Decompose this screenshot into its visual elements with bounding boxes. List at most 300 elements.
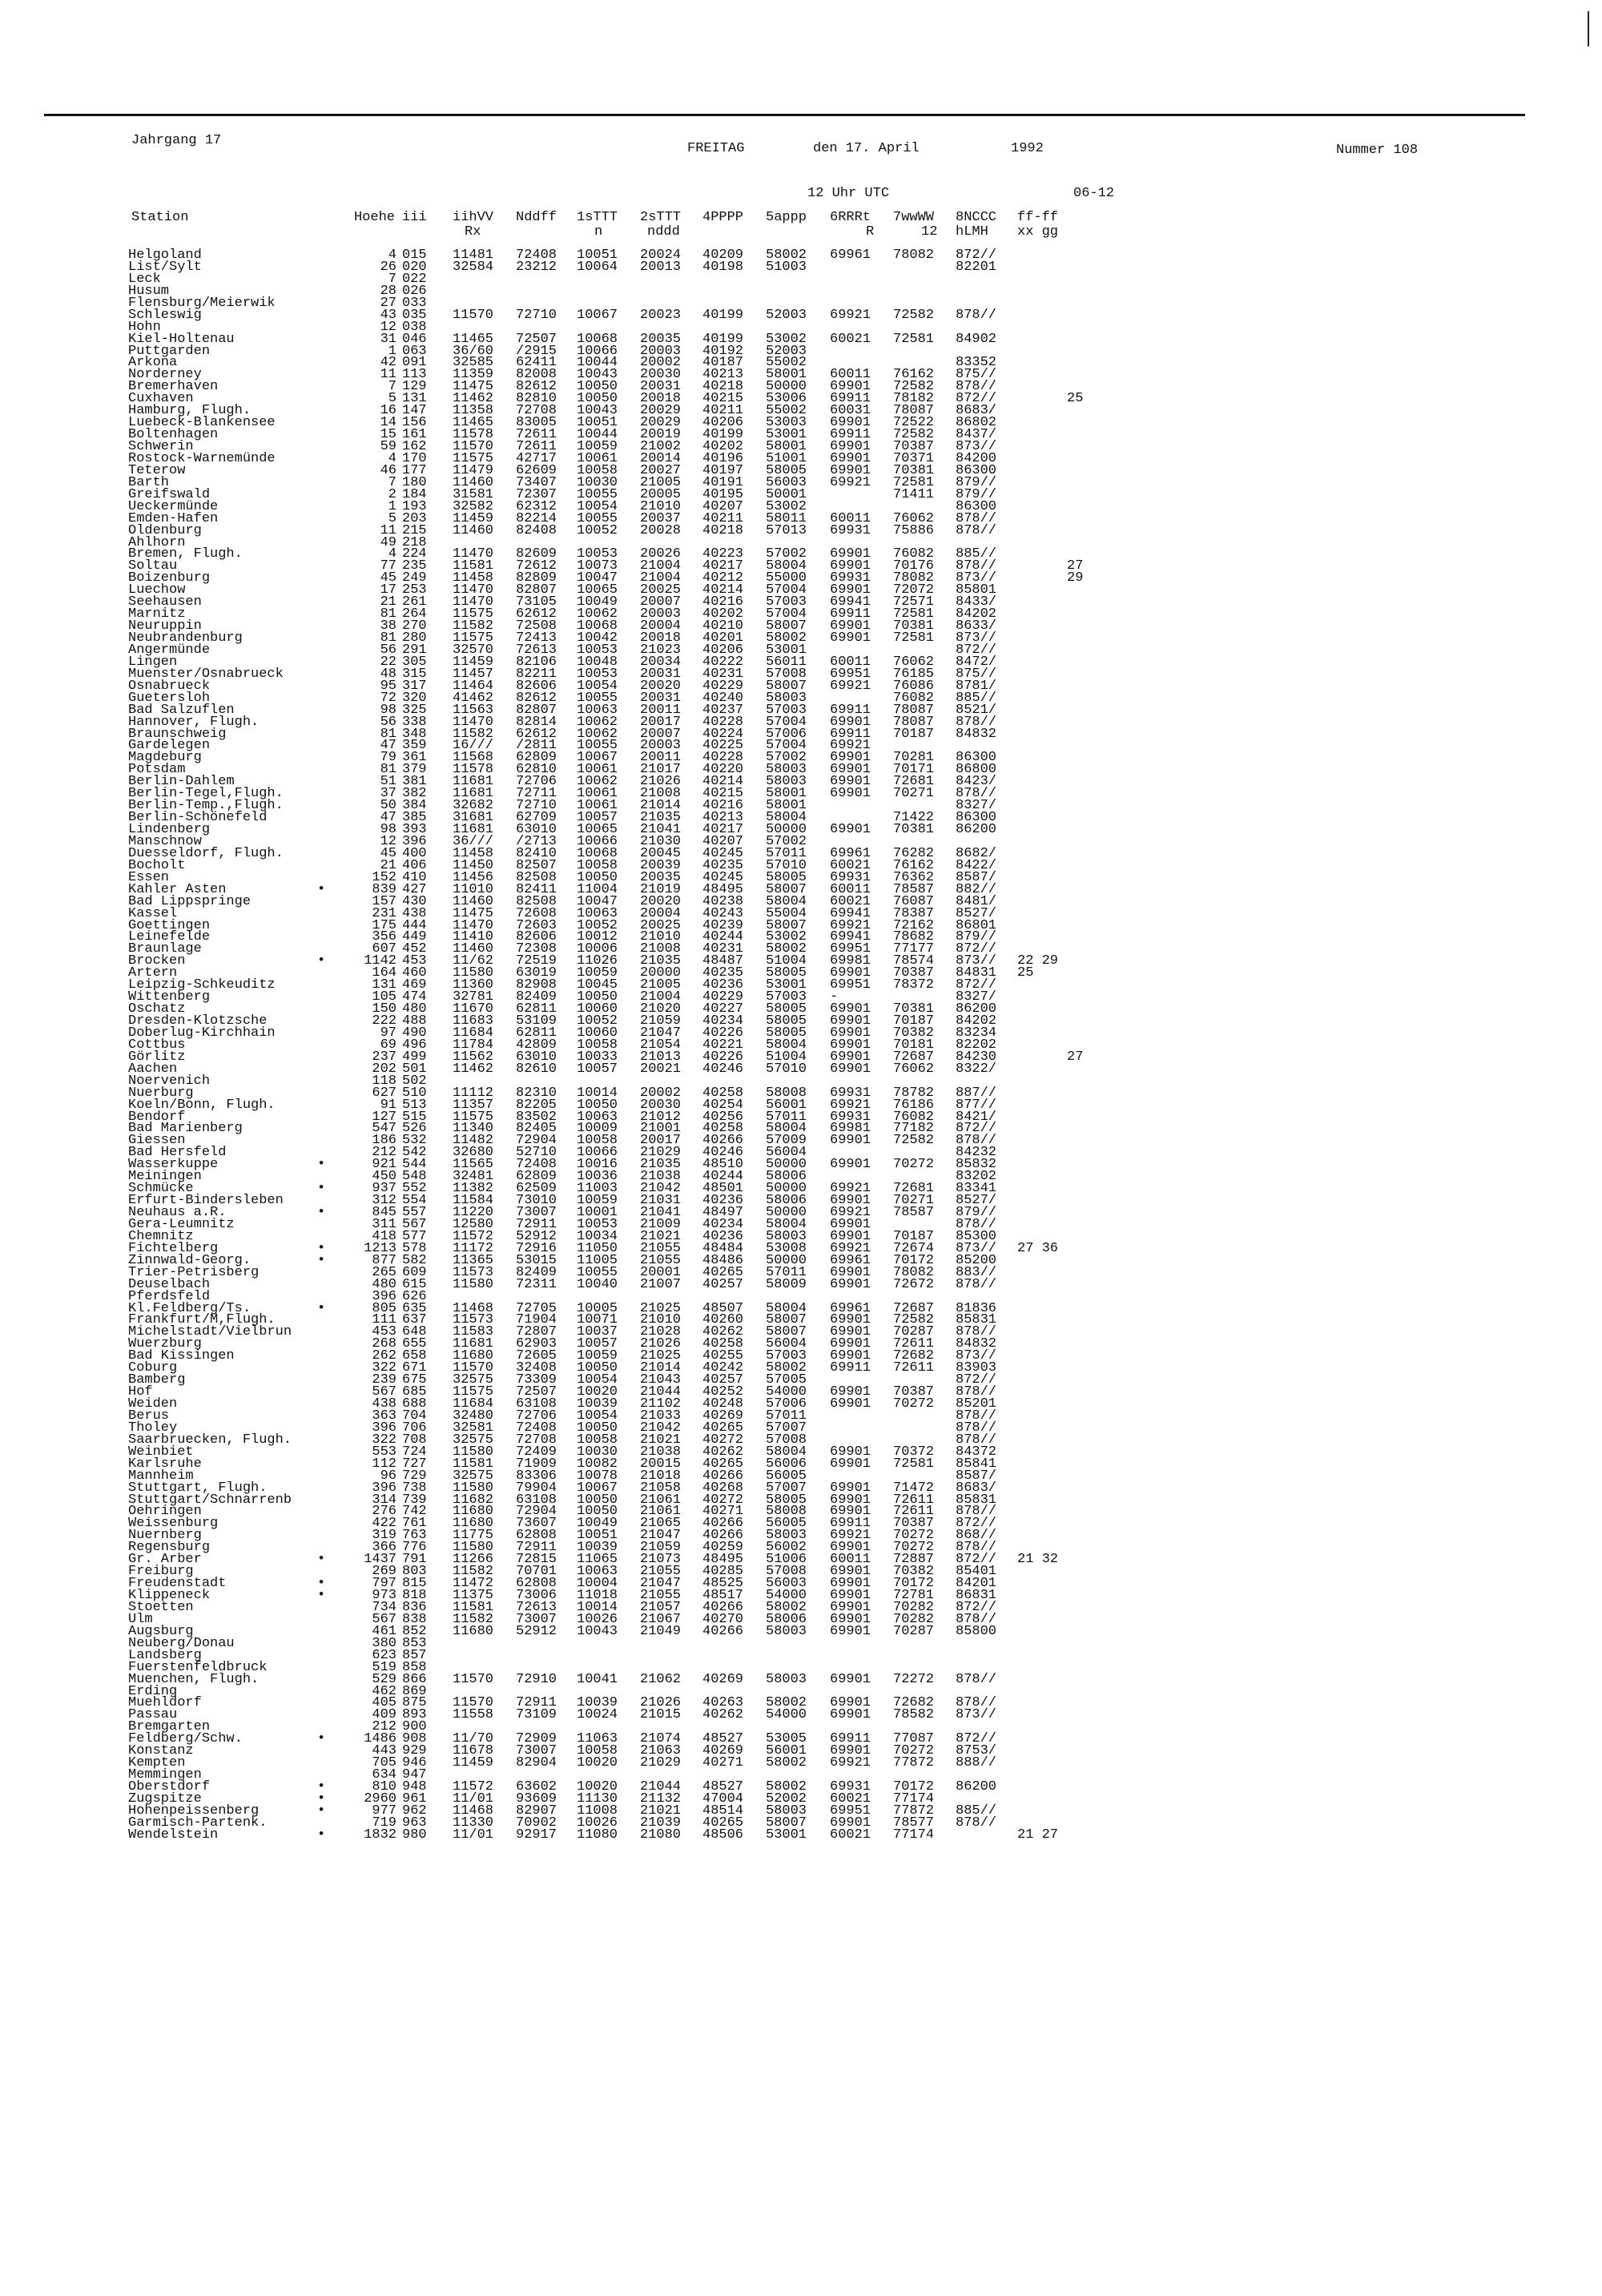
station-index: 708 [402, 1432, 427, 1448]
group-8: 72682 [893, 1695, 935, 1711]
station-height: 810 [372, 1779, 396, 1795]
group-2: 72612 [516, 558, 557, 574]
group-5: 40245 [702, 845, 744, 861]
group-1: 11575 [453, 1109, 494, 1125]
group-4: 21004 [640, 570, 682, 586]
group-4: 20026 [640, 546, 682, 562]
group-3: 10055 [577, 510, 618, 526]
station-height: 59 [380, 439, 396, 454]
group-8: 76082 [893, 690, 935, 706]
station-name: Guetersloh [128, 690, 211, 706]
table-row [128, 1061, 1570, 1077]
group-8: 70181 [893, 1037, 935, 1053]
group-2: 72307 [516, 486, 557, 502]
station-index: 963 [402, 1815, 427, 1831]
group-9: 8327/ [956, 989, 997, 1005]
group-3: 10050 [577, 1360, 618, 1376]
group-1: 11375 [453, 1588, 494, 1603]
station-height: 79 [380, 750, 396, 766]
group-8: 72072 [893, 582, 935, 598]
group-6: 56001 [766, 1097, 807, 1113]
group-1: 11570 [453, 439, 494, 454]
station-height: 734 [372, 1599, 396, 1615]
group-6: 55002 [766, 403, 807, 419]
group-8: 78087 [893, 702, 935, 718]
station-height: 627 [372, 1085, 396, 1101]
group-8: 77174 [893, 1790, 935, 1807]
station-height: 11 [380, 522, 396, 538]
group-2: 52912 [516, 1228, 557, 1244]
group-3: 10030 [577, 1444, 618, 1460]
group-3: 10026 [577, 1815, 618, 1831]
group-6: 58001 [766, 367, 807, 383]
station-index: 035 [402, 307, 427, 323]
station-name: Giessen [128, 1133, 186, 1149]
group-5: 40266 [702, 1623, 744, 1639]
group-3: 10073 [577, 558, 618, 574]
group-1: 11568 [453, 750, 494, 766]
station-height: 973 [372, 1588, 396, 1603]
group-6: 58002 [766, 630, 807, 646]
group-3: 11005 [577, 1252, 618, 1268]
table-row [128, 1420, 1570, 1436]
year: 1992 [1011, 141, 1044, 156]
group-9: 8633/ [956, 618, 997, 634]
group-2: 72413 [516, 630, 557, 646]
station-index: 270 [402, 618, 427, 634]
station-height: 43 [380, 307, 396, 323]
group-7: 69921 [830, 1181, 871, 1197]
group-7: 60021 [830, 857, 871, 873]
group-6: 53002 [766, 331, 807, 347]
group-7: - [830, 989, 839, 1005]
group-4: 21001 [640, 1121, 682, 1137]
group-7: 69901 [830, 1133, 871, 1149]
group-3: 10052 [577, 917, 618, 933]
group-7: 69911 [830, 1516, 871, 1532]
group-4: 21029 [640, 1145, 682, 1161]
station-index: 359 [402, 738, 427, 754]
group-2: 53015 [516, 1252, 557, 1268]
group-5: 40210 [702, 618, 744, 634]
station-index: 315 [402, 666, 427, 682]
group-3: 10043 [577, 1623, 618, 1639]
group-9: 878// [956, 1324, 997, 1340]
group-3: 10067 [577, 307, 618, 323]
group-8: 78087 [893, 403, 935, 419]
group-6: 56005 [766, 1468, 807, 1484]
group-3: 10051 [577, 415, 618, 431]
group-9: 879// [956, 474, 997, 490]
station-index: 929 [402, 1743, 427, 1759]
station-index: 235 [402, 558, 427, 574]
group-3: 10058 [577, 857, 618, 873]
group-4: 21102 [640, 1396, 682, 1412]
group-4: 20011 [640, 750, 682, 766]
station-name: Landsberg [128, 1647, 202, 1663]
col-hoehe: Hoehe [354, 210, 396, 225]
group-5: 40221 [702, 1037, 744, 1053]
group-3: 10050 [577, 1492, 618, 1508]
group-4: 21004 [640, 989, 682, 1005]
station-name: Leipzig-Schkeuditz [128, 977, 276, 993]
group-9: 872// [956, 1372, 997, 1388]
group-3: 10020 [577, 1755, 618, 1771]
station-name: Berlin-Temp.,Flugh. [128, 798, 284, 814]
group-8: 70171 [893, 762, 935, 778]
station-name: Boizenburg [128, 570, 211, 586]
station-height: 1 [388, 498, 396, 514]
station-index: 480 [402, 1001, 427, 1017]
group-4: 21035 [640, 953, 682, 969]
station-name: Berus [128, 1408, 170, 1424]
group-8: 72687 [893, 1049, 935, 1065]
group-3: 11080 [577, 1827, 618, 1843]
station-height: 222 [372, 1013, 396, 1029]
station-height: 49 [380, 534, 396, 550]
group-8: 72582 [893, 307, 935, 323]
station-name: Ahlhorn [128, 534, 186, 550]
group-5: 40237 [702, 702, 744, 718]
station-index: 836 [402, 1599, 427, 1615]
group-1: 32682 [453, 798, 494, 814]
group-9: 82202 [956, 1037, 997, 1053]
station-height: 422 [372, 1516, 396, 1532]
group-1: 11459 [453, 1755, 494, 1771]
col-8nccc: 8NCCC [956, 210, 997, 225]
group-7: 69941 [830, 594, 871, 610]
station-height: 7 [388, 271, 396, 287]
group-7: 69951 [830, 666, 871, 682]
station-height: 409 [372, 1707, 396, 1723]
group-8: 76185 [893, 666, 935, 682]
group-4: 20015 [640, 1456, 682, 1472]
group-2: 63108 [516, 1396, 557, 1412]
group-5: 48495 [702, 881, 744, 897]
station-height: 2 [388, 486, 396, 502]
group-3: 10006 [577, 941, 618, 957]
group-9: 8683/ [956, 1480, 997, 1496]
group-5: 40256 [702, 1109, 744, 1125]
group-2: 62411 [516, 355, 557, 371]
group-6: 58004 [766, 1121, 807, 1137]
group-9: 84201 [956, 1576, 997, 1592]
group-9: 86800 [956, 762, 997, 778]
group-6: 58007 [766, 678, 807, 694]
group-4: 21012 [640, 1109, 682, 1125]
group-8: 70176 [893, 558, 935, 574]
station-name: Luechow [128, 582, 186, 598]
group-5: 40266 [702, 1516, 744, 1532]
station-name: Braunschweig [128, 726, 227, 742]
station-height: 77 [380, 558, 396, 574]
station-index: 317 [402, 678, 427, 694]
group-5: 40272 [702, 1492, 744, 1508]
group-6: 58007 [766, 917, 807, 933]
group-1: 11464 [453, 678, 494, 694]
group-2: 62612 [516, 726, 557, 742]
group-1: 11220 [453, 1205, 494, 1220]
station-index: 406 [402, 857, 427, 873]
group-7: 69901 [830, 1061, 871, 1077]
station-index: 724 [402, 1444, 427, 1460]
col-1sttt: 1sTTT [577, 210, 618, 225]
col-r: R [866, 224, 875, 240]
group-2: 62312 [516, 498, 557, 514]
group-1: 11580 [453, 1444, 494, 1460]
jahrgang: Jahrgang 17 [131, 133, 222, 148]
table-row [128, 250, 1570, 262]
station-height: 797 [372, 1576, 396, 1592]
station-height: 127 [372, 1109, 396, 1125]
group-6: 50000 [766, 1181, 807, 1197]
station-height: 462 [372, 1683, 396, 1699]
station-index: 382 [402, 786, 427, 802]
group-7: 69901 [830, 1707, 871, 1723]
group-7: 60021 [830, 1827, 871, 1843]
group-5: 40265 [702, 1264, 744, 1280]
group-2: 73105 [516, 594, 557, 610]
station-height: 567 [372, 1384, 396, 1400]
group-8: 70381 [893, 1001, 935, 1017]
group-1: 11470 [453, 917, 494, 933]
group-3: 10061 [577, 786, 618, 802]
group-4: 20031 [640, 666, 682, 682]
station-height: 366 [372, 1540, 396, 1556]
group-6: 58004 [766, 1444, 807, 1460]
station-name: Artern [128, 965, 178, 981]
group-2: 73007 [516, 1205, 557, 1220]
group-9: 84902 [956, 331, 997, 347]
station-index: 348 [402, 726, 427, 742]
table-row [128, 1456, 1570, 1472]
station-name: Seehausen [128, 594, 202, 610]
group-9: 878// [956, 1276, 997, 1292]
group-6: 57007 [766, 1480, 807, 1496]
group-2: 72911 [516, 1695, 557, 1711]
station-index: 567 [402, 1216, 427, 1232]
group-7: 69901 [830, 714, 871, 730]
group-11: 25 [1067, 391, 1084, 407]
group-7: 69941 [830, 929, 871, 945]
station-name: Gardelegen [128, 738, 211, 754]
group-4: 21059 [640, 1013, 682, 1029]
group-5: 48484 [702, 1240, 744, 1256]
station-name: Teterow [128, 462, 186, 478]
group-6: 58004 [766, 1037, 807, 1053]
group-2: 62808 [516, 1576, 557, 1592]
group-5: 40191 [702, 474, 744, 490]
group-6: 53002 [766, 498, 807, 514]
group-1: 11784 [453, 1037, 494, 1053]
station-name: Augsburg [128, 1623, 194, 1639]
group-1: 11570 [453, 1695, 494, 1711]
group-3: 10020 [577, 1384, 618, 1400]
group-3: 10061 [577, 450, 618, 466]
group-9: 8437/ [956, 427, 997, 443]
station-name: Bremerhaven [128, 379, 219, 395]
group-9: 85800 [956, 1623, 997, 1639]
group-9: 84202 [956, 606, 997, 622]
station-name: Doberlug-Kirchhain [128, 1025, 276, 1041]
station-index: 499 [402, 1049, 427, 1065]
group-8: 78574 [893, 953, 935, 969]
station-name: Trier-Petrisberg [128, 1264, 260, 1280]
group-3: 10042 [577, 630, 618, 646]
group-7: 69961 [830, 248, 871, 263]
station-table [128, 250, 1570, 1842]
group-1: 11570 [453, 307, 494, 323]
group-5: 40214 [702, 582, 744, 598]
group-3: 10044 [577, 427, 618, 443]
group-2: 82606 [516, 678, 557, 694]
station-index: 791 [402, 1552, 427, 1568]
group-9: 888// [956, 1755, 997, 1771]
group-9: 8527/ [956, 905, 997, 921]
station-index: 474 [402, 989, 427, 1005]
station-index: 637 [402, 1312, 427, 1328]
station-index: 501 [402, 1061, 427, 1077]
table-row [128, 343, 1570, 359]
group-7: 69951 [830, 1803, 871, 1819]
group-6: 58001 [766, 439, 807, 454]
group-6: 57008 [766, 666, 807, 682]
group-6: 51006 [766, 1552, 807, 1568]
station-height: 48 [380, 666, 396, 682]
group-1: 11/01 [453, 1827, 494, 1843]
group-2: /2915 [516, 343, 557, 359]
group-6: 57003 [766, 702, 807, 718]
group-1: 32481 [453, 1169, 494, 1185]
station-name: Norderney [128, 367, 202, 383]
station-height: 212 [372, 1145, 396, 1161]
group-4: 20014 [640, 450, 682, 466]
group-1: 11359 [453, 367, 494, 383]
station-height: 921 [372, 1157, 396, 1173]
group-8: 78372 [893, 977, 935, 993]
group-1: 11582 [453, 1611, 494, 1627]
group-2: 82214 [516, 510, 557, 526]
group-4: 21067 [640, 1611, 682, 1627]
group-3: 10062 [577, 726, 618, 742]
group-9: 878// [956, 1540, 997, 1556]
group-4: 21021 [640, 1803, 682, 1819]
group-9: 85200 [956, 1252, 997, 1268]
station-index: 739 [402, 1492, 427, 1508]
group-9: 84372 [956, 1444, 997, 1460]
group-6: 57003 [766, 594, 807, 610]
station-height: 69 [380, 1037, 396, 1053]
group-1: 11460 [453, 474, 494, 490]
group-8: 78082 [893, 570, 935, 586]
group-8: 70382 [893, 1025, 935, 1041]
group-3: 10020 [577, 1779, 618, 1795]
station-height: 845 [372, 1205, 396, 1220]
table-row [128, 1276, 1570, 1292]
group-3: 10066 [577, 1145, 618, 1161]
station-height: 26 [380, 259, 396, 275]
group-3: 10054 [577, 678, 618, 694]
group-8: 75886 [893, 522, 935, 538]
group-2: 73007 [516, 1611, 557, 1627]
group-2: 72613 [516, 1599, 557, 1615]
group-8: 70172 [893, 1779, 935, 1795]
group-5: 48527 [702, 1731, 744, 1747]
station-height: 12 [380, 319, 396, 335]
group-6: 58005 [766, 1013, 807, 1029]
group-3: 10053 [577, 546, 618, 562]
mountain-marker: • [317, 1181, 326, 1197]
group-3: 10024 [577, 1707, 618, 1723]
group-6: 53001 [766, 427, 807, 443]
station-index: 291 [402, 642, 427, 658]
group-1: 36/// [453, 833, 494, 849]
station-name: Oldenburg [128, 522, 202, 538]
group-5: 40215 [702, 391, 744, 407]
table-row [128, 824, 1570, 836]
group-3: 10063 [577, 1109, 618, 1125]
group-9: 882// [956, 881, 997, 897]
group-8: 72672 [893, 1276, 935, 1292]
group-5: 40213 [702, 367, 744, 383]
group-8: 72611 [893, 1360, 935, 1376]
group-7: 69901 [830, 965, 871, 981]
group-1: 11681 [453, 786, 494, 802]
group-6: 58002 [766, 1695, 807, 1711]
station-index: 544 [402, 1157, 427, 1173]
group-2: 72708 [516, 403, 557, 419]
group-9: 873// [956, 570, 997, 586]
group-1: 32781 [453, 989, 494, 1005]
station-name: Klippeneck [128, 1588, 211, 1603]
station-index: 325 [402, 702, 427, 718]
group-3: 10068 [577, 331, 618, 347]
station-index: 249 [402, 570, 427, 586]
group-3: 10051 [577, 248, 618, 263]
station-index: 063 [402, 343, 427, 359]
station-index: 496 [402, 1037, 427, 1053]
station-height: 705 [372, 1755, 396, 1771]
group-4: 21055 [640, 1240, 682, 1256]
col-nddff: Nddff [516, 210, 557, 225]
station-name: Hannover, Flugh. [128, 714, 260, 730]
group-4: 21042 [640, 1420, 682, 1436]
group-6: 58008 [766, 1085, 807, 1101]
group-6: 58007 [766, 1324, 807, 1340]
group-5: 40265 [702, 1420, 744, 1436]
station-height: 839 [372, 881, 396, 897]
group-10: 25 [1017, 965, 1034, 981]
group-7: 60021 [830, 1790, 871, 1807]
group-9: 878// [956, 1133, 997, 1149]
group-5: 40259 [702, 1540, 744, 1556]
station-index: 577 [402, 1228, 427, 1244]
table-row [128, 1635, 1570, 1651]
group-3: 10060 [577, 1025, 618, 1041]
station-index: 729 [402, 1468, 427, 1484]
group-5: 40236 [702, 1228, 744, 1244]
group-5: 40206 [702, 642, 744, 658]
station-index: 557 [402, 1205, 427, 1220]
group-7: 69901 [830, 1384, 871, 1400]
group-3: 10058 [577, 1133, 618, 1149]
group-4: 21029 [640, 1755, 682, 1771]
group-9: 85831 [956, 1492, 997, 1508]
group-6: 58002 [766, 248, 807, 263]
station-height: 719 [372, 1815, 396, 1831]
station-name: Kl.Feldberg/Ts. [128, 1300, 252, 1316]
group-6: 57008 [766, 1432, 807, 1448]
